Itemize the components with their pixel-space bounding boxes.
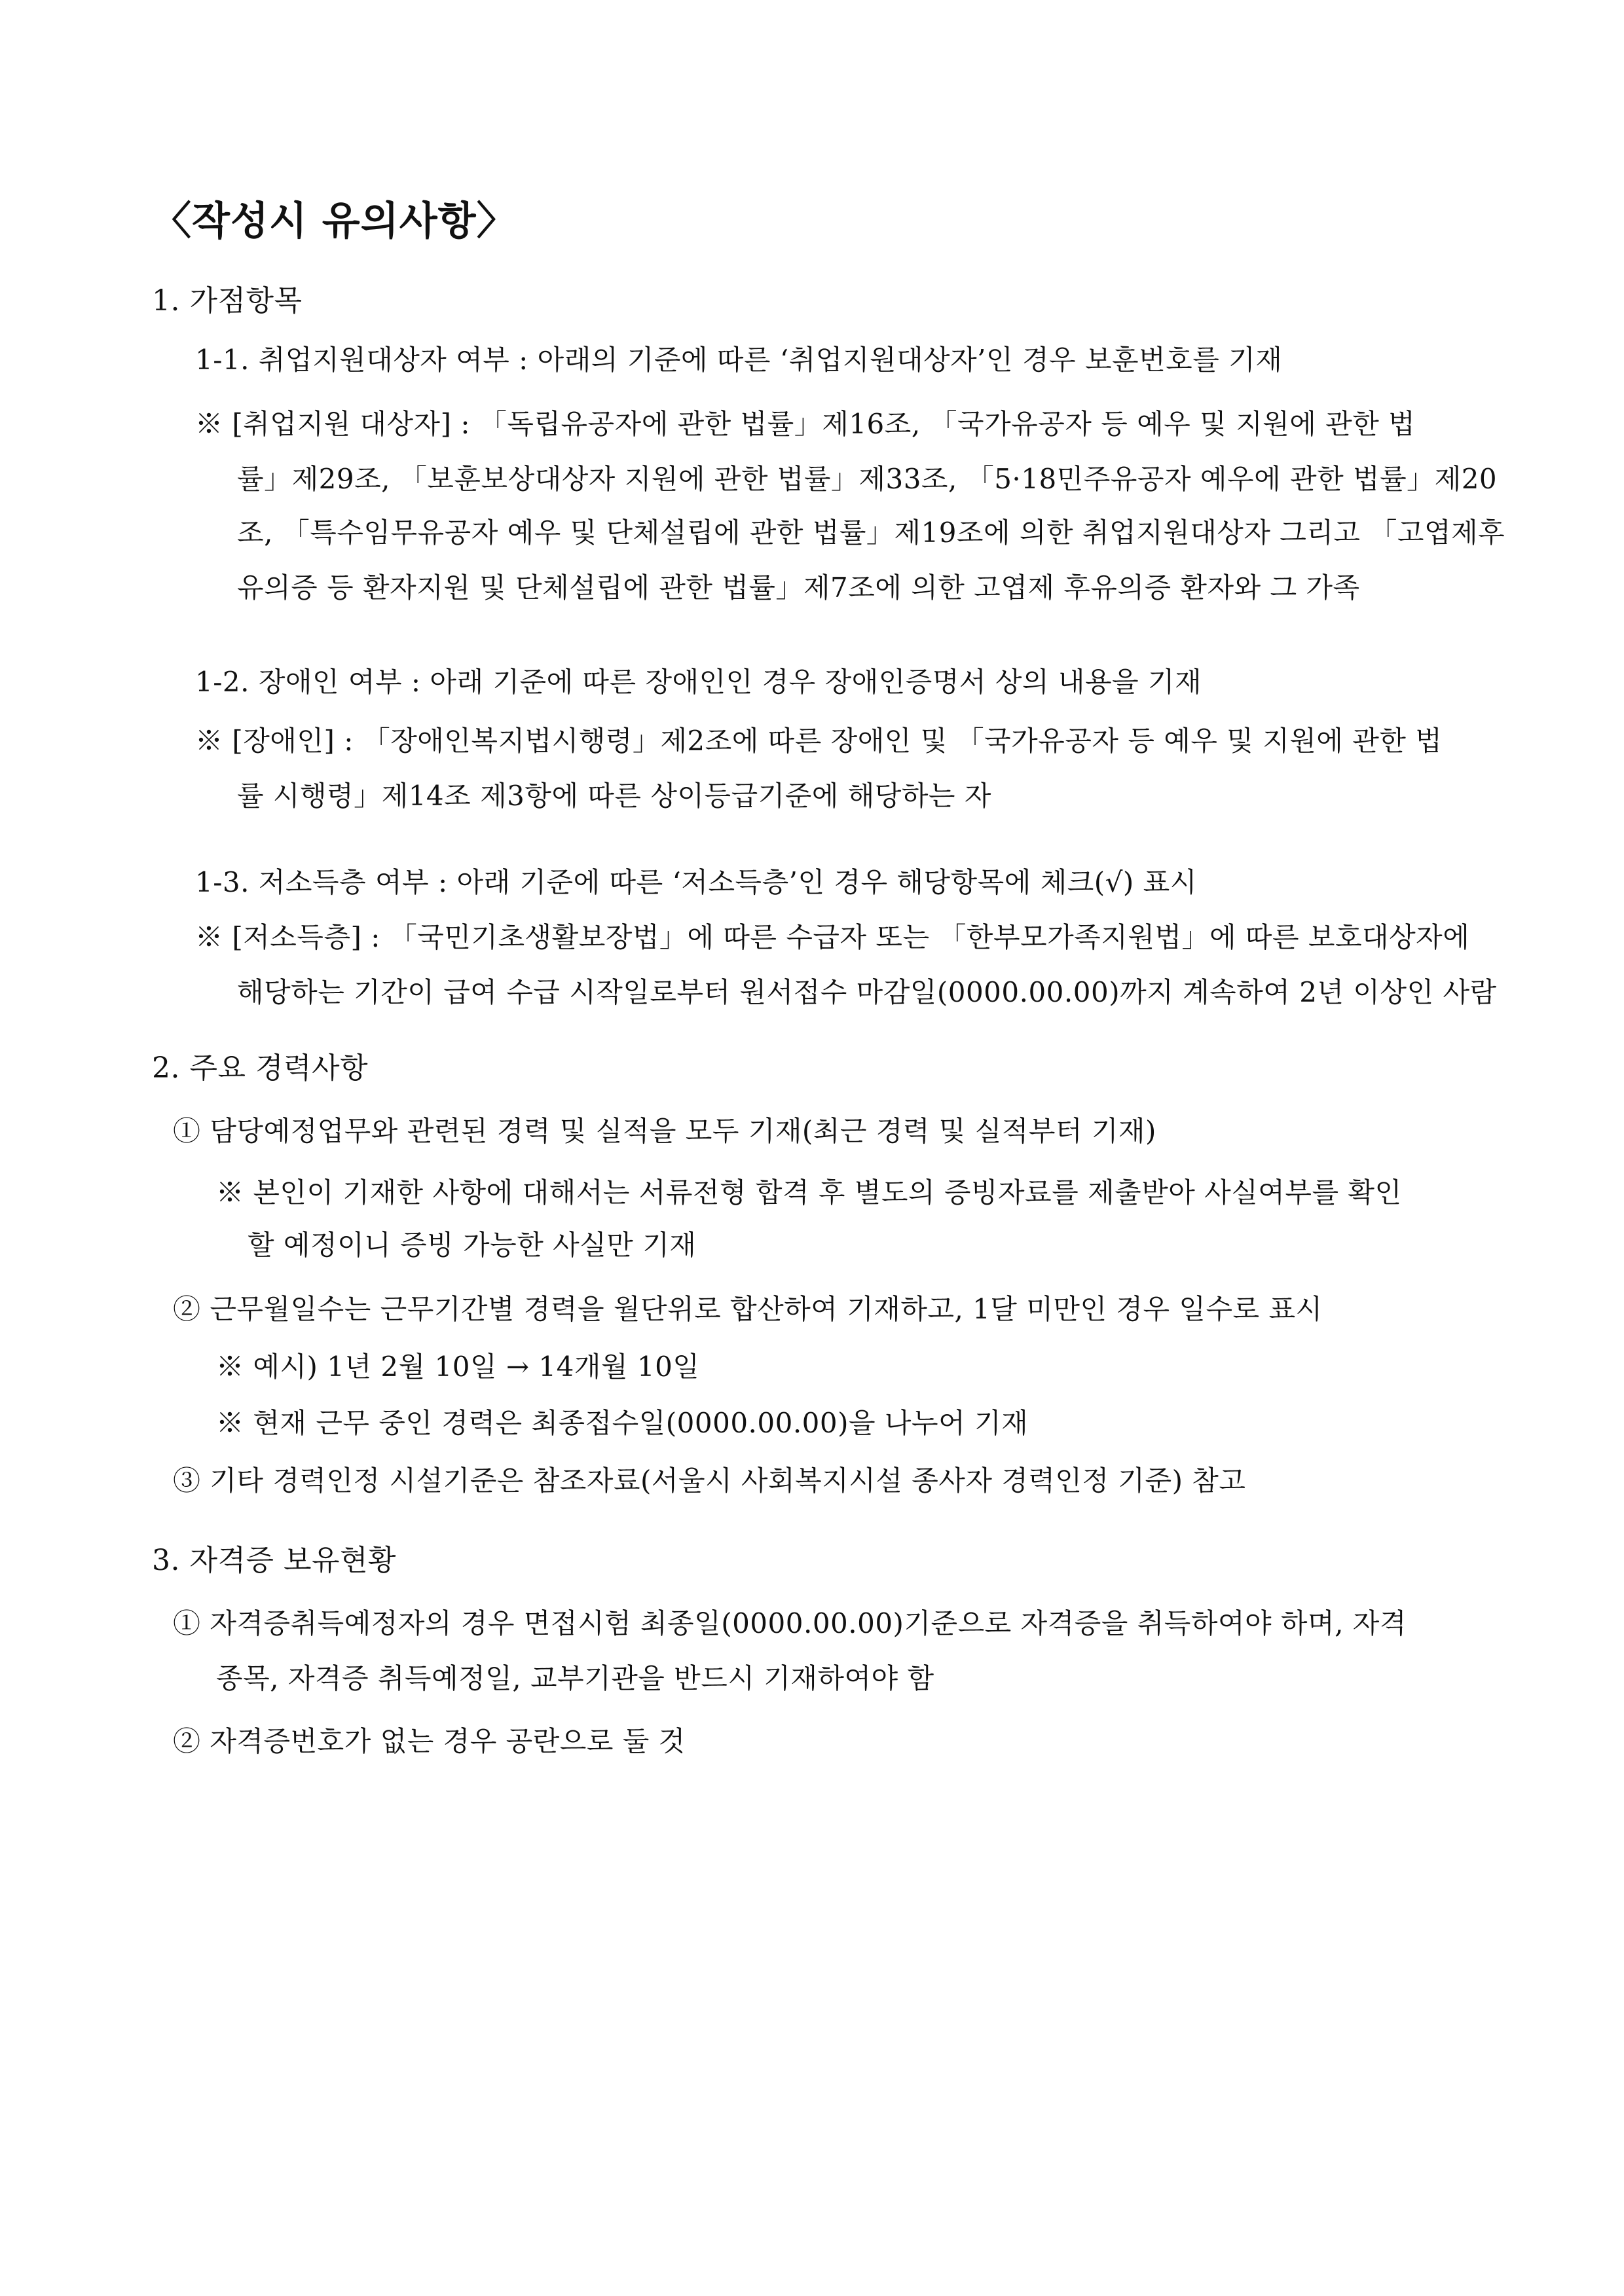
item-label: ③ 기타 경력인정 시설기준은 참조자료(서울시 사회복지시설 종사자 경력인정 기준) 참고 — [173, 1465, 1246, 1497]
section-heading: 3. 자격증 보유현황 — [152, 1544, 396, 1577]
note-line: 률」제29조, 「보훈보상대상자 지원에 관한 법률」제33조, 「5·18민주유공자 예우에 관한 법률」제20 — [237, 463, 1498, 495]
note-line: 해당하는 기간이 급여 수급 시작일로부터 원서접수 마감일(0000.00.00)까지 계속하여 2년 이상인 사람 — [237, 976, 1497, 1008]
note-line: 조, 「특수임무유공자 예우 및 단체설립에 관한 법률」제19조에 의한 취업지원대상자 그리고 「고엽제후 — [237, 517, 1505, 549]
note-line: ※ 예시) 1년 2월 10일 → 14개월 10일 — [216, 1351, 700, 1383]
item-label: ① 담당예정업무와 관련된 경력 및 실적을 모두 기재(최근 경력 및 실적부터 기재) — [173, 1115, 1156, 1147]
item-label: ① 자격증취득예정자의 경우 면접시험 최종일(0000.00.00)기준으로 자격증을 취득하여야 하며, 자격 — [173, 1607, 1407, 1639]
item-label: 1-3. 저소득층 여부 : 아래 기준에 따른 ‘저소득층’인 경우 해당항목에 체크(√) 표시 — [195, 866, 1197, 898]
item-label: 1-1. 취업지원대상자 여부 : 아래의 기준에 따른 ‘취업지원대상자’인 경우 보훈번호를 기재 — [195, 344, 1283, 376]
item-label: ② 근무월일수는 근무기간별 경력을 월단위로 합산하여 기재하고, 1달 미만인 경우 일수로 표시 — [173, 1293, 1323, 1325]
note-line: ※ 현재 근무 중인 경력은 최종접수일(0000.00.00)을 나누어 기재 — [216, 1407, 1029, 1439]
note-line: ※ 본인이 기재한 사항에 대해서는 서류전형 합격 후 별도의 증빙자료를 제출받아 사실여부를 확인 — [216, 1176, 1402, 1209]
section-heading: 2. 주요 경력사항 — [152, 1051, 368, 1085]
item-label-continued: 종목, 자격증 취득예정일, 교부기관을 반드시 기재하여야 함 — [216, 1662, 934, 1694]
section-heading: 1. 가점항목 — [152, 284, 303, 318]
note-line: ※ [취업지원 대상자] : 「독립유공자에 관한 법률」제16조, 「국가유공자 등 예우 및 지원에 관한 법 — [195, 408, 1416, 440]
note-line: 유의증 등 환자지원 및 단체설립에 관한 법률」제7조에 의한 고엽제 후유의증 환자와 그 가족 — [237, 572, 1360, 604]
item-label: ② 자격증번호가 없는 경우 공란으로 둘 것 — [173, 1725, 686, 1757]
item-label: 1-2. 장애인 여부 : 아래 기준에 따른 장애인인 경우 장애인증명서 상의 내용을 기재 — [195, 666, 1202, 698]
note-line: ※ [장애인] : 「장애인복지법시행령」제2조에 따른 장애인 및 「국가유공자 등 예우 및 지원에 관한 법 — [195, 725, 1443, 757]
note-line: ※ [저소득층] : 「국민기초생활보장법」에 따른 수급자 또는 「한부모가족지원법」에 따른 보호대상자에 — [195, 921, 1470, 953]
note-line: 할 예정이니 증빙 가능한 사실만 기재 — [248, 1229, 697, 1261]
page-title: 〈작성시 유의사항〉 — [152, 198, 517, 244]
note-line: 률 시행령」제14조 제3항에 따른 상이등급기준에 해당하는 자 — [237, 780, 991, 812]
